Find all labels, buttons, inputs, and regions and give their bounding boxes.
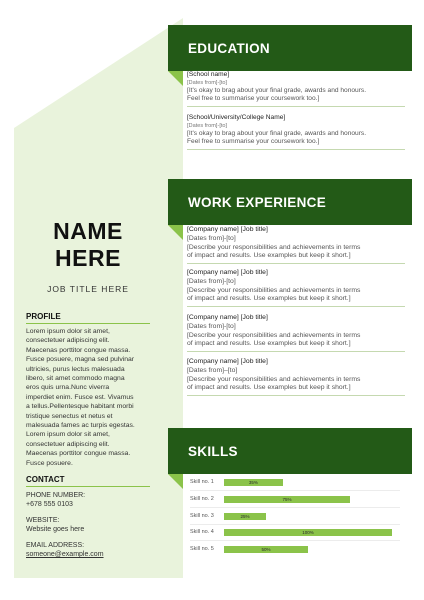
skills-heading: SKILLS xyxy=(188,443,238,459)
skill-divider xyxy=(190,524,400,525)
work-entry-desc-line: [Describe your responsibilities and achievements in terms xyxy=(187,286,361,294)
work-entry xyxy=(187,269,405,307)
work-entry xyxy=(187,358,405,396)
skill-label: Skill no. 3 xyxy=(190,513,214,519)
entry-divider xyxy=(187,106,405,107)
entry-divider xyxy=(187,306,405,307)
skill-row xyxy=(190,511,406,523)
skill-percent: 75% xyxy=(282,497,292,502)
work-heading-band xyxy=(168,179,412,225)
work-heading: WORK EXPERIENCE xyxy=(188,194,327,210)
entry-divider xyxy=(187,149,405,150)
entry-divider xyxy=(187,351,405,352)
education-entry-desc-line: [It's okay to brag about your final grade, awards and honours. xyxy=(187,86,367,94)
skill-percent: 35% xyxy=(248,480,258,485)
profile-line: eros quis urna.Nunc viverra xyxy=(26,384,110,392)
work-entry xyxy=(187,314,405,352)
education-entry-dates: [Dates from]-[to] xyxy=(187,79,228,86)
name-line-1: NAME xyxy=(53,218,123,244)
skill-row xyxy=(190,544,406,556)
work-entry-title: [Company name] [Job title] xyxy=(187,226,268,233)
work-entry-title: [Company name] [Job title] xyxy=(187,314,268,321)
skill-bar xyxy=(224,513,266,520)
skill-divider xyxy=(190,490,400,491)
profile-heading: PROFILE xyxy=(26,312,61,321)
work-entry xyxy=(187,226,405,264)
work-entry-dates: [Dates from]–[to] xyxy=(187,366,238,374)
name-block xyxy=(14,218,162,294)
education-entry-title: [School/University/College Name] xyxy=(187,114,286,121)
skill-bar xyxy=(224,529,392,536)
work-entry-desc-line: [Describe your responsibilities and achievements in terms xyxy=(187,331,361,339)
skill-percent: 50% xyxy=(261,547,271,552)
profile-line: consectetuer adipiscing elit. xyxy=(26,337,110,345)
work-entry-desc-line: of impact and results. Use examples but keep it short.] xyxy=(187,384,351,392)
education-entry-title: [School name] xyxy=(187,71,230,78)
skill-divider xyxy=(190,507,400,508)
profile-line: Lorem ipsum dolor sit amet, xyxy=(26,328,110,335)
education-entry-desc-line: Feel free to summarise your coursework too.] xyxy=(187,95,320,103)
profile-section xyxy=(26,312,150,468)
skill-row xyxy=(190,477,406,489)
contact-section xyxy=(26,475,150,559)
work-entry-desc-line: [Describe your responsibilities and achievements in terms xyxy=(187,375,361,383)
skills-band-fold xyxy=(168,474,183,489)
skill-label: Skill no. 1 xyxy=(190,479,214,485)
phone-label: PHONE NUMBER: xyxy=(26,492,86,499)
skill-label: Skill no. 2 xyxy=(190,496,214,502)
education-heading-band xyxy=(168,25,412,71)
profile-line: Maecenas porttitor congue massa. xyxy=(26,450,131,458)
skill-row xyxy=(190,527,406,539)
contact-rule xyxy=(26,486,150,487)
work-entry-desc-line: [Describe your responsibilities and achievements in terms xyxy=(187,243,361,251)
skill-bar xyxy=(224,479,283,486)
skill-percent: 25% xyxy=(240,514,250,519)
education-entry-desc-line: Feel free to summarise your coursework too.] xyxy=(187,138,320,146)
profile-line: malesuada fames ac turpis egestas. xyxy=(26,422,135,430)
skill-row xyxy=(190,494,406,506)
contact-heading: CONTACT xyxy=(26,475,65,484)
education-heading: EDUCATION xyxy=(188,40,270,56)
skill-percent: 100% xyxy=(302,530,314,535)
profile-line: ultricies, purus lectus malesuada xyxy=(26,365,125,373)
profile-line: consectetuer adipiscing elit. xyxy=(26,440,110,448)
work-entry-dates: [Dates from]-[to] xyxy=(187,277,236,285)
entry-divider xyxy=(187,395,405,396)
work-entry-dates: [Dates from]-[to] xyxy=(187,322,236,330)
skills-heading-band xyxy=(168,428,412,474)
profile-line: tristique senectus et netus et xyxy=(26,412,113,420)
work-entry-dates: [Dates from]-[to] xyxy=(187,234,236,242)
profile-line: Fusce posuere, magna sed pulvinar xyxy=(26,356,135,364)
email-value[interactable]: someone@example.com xyxy=(26,551,104,559)
profile-line: Maecenas porttitor congue massa. xyxy=(26,346,131,354)
website-value[interactable]: Website goes here xyxy=(26,526,85,534)
profile-line: Lorem ipsum dolor sit amet, xyxy=(26,431,110,439)
profile-line: Fusce posuere. xyxy=(26,459,73,467)
work-entry-desc-line: of impact and results. Use examples but keep it short.] xyxy=(187,252,351,260)
skill-label: Skill no. 5 xyxy=(190,546,214,552)
job-title: JOB TITLE HERE xyxy=(47,284,129,294)
skill-bar xyxy=(224,546,308,553)
education-entry xyxy=(187,114,405,150)
profile-line: libero, sit amet commodo magna xyxy=(26,375,125,383)
work-entry-title: [Company name] [Job title] xyxy=(187,358,268,365)
profile-rule xyxy=(26,323,150,324)
profile-line: a tellus.Pellentesque habitant morbi xyxy=(26,403,134,411)
name-line-2: HERE xyxy=(55,245,121,271)
education-band-fold xyxy=(168,71,183,86)
skill-bar xyxy=(224,496,350,503)
skill-label: Skill no. 4 xyxy=(190,529,214,535)
profile-text xyxy=(26,327,150,468)
phone-value: +678 555 0103 xyxy=(26,501,73,509)
entry-divider xyxy=(187,263,405,264)
work-entry-desc-line: of impact and results. Use examples but keep it short.] xyxy=(187,295,351,303)
education-entry-dates: [Dates from]-[to] xyxy=(187,122,228,129)
skill-divider xyxy=(190,540,400,541)
work-band-fold xyxy=(168,225,183,240)
work-entry-title: [Company name] [Job title] xyxy=(187,269,268,276)
email-label: EMAIL ADDRESS: xyxy=(26,541,85,549)
education-entry-desc-line: [It's okay to brag about your final grade, awards and honours. xyxy=(187,129,367,137)
profile-line: imperdiet enim. Fusce est. Vivamus xyxy=(26,393,134,401)
website-label: WEBSITE: xyxy=(26,516,60,524)
work-entry-desc-line: of impact and results. Use examples but keep it short.] xyxy=(187,340,351,348)
education-entry xyxy=(187,71,405,107)
